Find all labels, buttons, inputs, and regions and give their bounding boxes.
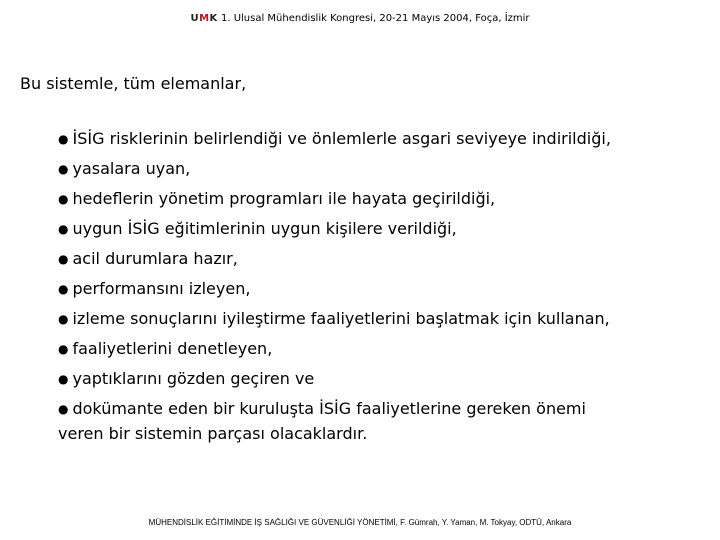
bullet-icon: ● — [58, 192, 69, 206]
list-item: ● izleme sonuçlarını iyileştirme faaliyetlerini başlatmak için kullanan, — [58, 304, 611, 334]
page-header — [0, 13, 720, 24]
list-item: ● dokümante eden bir kuruluşta İSİG faaliyetlerine gereken önemi — [58, 394, 611, 424]
list-item: ● yaptıklarını gözden geçiren ve — [58, 364, 611, 394]
bullet-icon: ● — [58, 282, 69, 296]
umk-logo — [190, 13, 217, 24]
bullet-icon: ● — [58, 222, 69, 236]
list-item: ● yasalara uyan, — [58, 154, 611, 184]
intro-text: Bu sistemle, tüm elemanlar, — [20, 74, 247, 93]
logo-letter-m: M — [199, 13, 210, 24]
continuation-text: veren bir sistemin parçası olacaklardır. — [58, 424, 368, 443]
bullet-list — [58, 124, 611, 424]
bullet-icon: ● — [58, 252, 69, 266]
bullet-icon: ● — [58, 162, 69, 176]
list-item: ● acil durumlara hazır, — [58, 244, 611, 274]
congress-title: 1. Ulusal Mühendislik Kongresi, 20-21 Mayıs 2004, Foça, İzmir — [220, 13, 530, 24]
list-item: ● performansını izleyen, — [58, 274, 611, 304]
bullet-icon: ● — [58, 342, 69, 356]
list-item: ● hedeflerin yönetim programları ile hayata geçirildiği, — [58, 184, 611, 214]
page-footer: MÜHENDİSLİK EĞİTİMİNDE İŞ SAĞLIĞI VE GÜVENLİĞİ YÖNETİMİ, F. Gümrah, Y. Yaman, M. Tokyay, ODTÜ, Ankara — [148, 518, 572, 527]
list-item: ● İSİG risklerinin belirlendiği ve önlemlerle asgari seviyeye indirildiği, — [58, 124, 611, 154]
bullet-icon: ● — [58, 132, 69, 146]
bullet-icon: ● — [58, 312, 69, 326]
list-item: ● uygun İSİG eğitimlerinin uygun kişilere verildiği, — [58, 214, 611, 244]
list-item: ● faaliyetlerini denetleyen, — [58, 334, 611, 364]
bullet-icon: ● — [58, 372, 69, 386]
bullet-icon: ● — [58, 402, 69, 416]
logo-letter-u: U — [190, 13, 200, 24]
logo-letter-k: K — [209, 13, 218, 24]
